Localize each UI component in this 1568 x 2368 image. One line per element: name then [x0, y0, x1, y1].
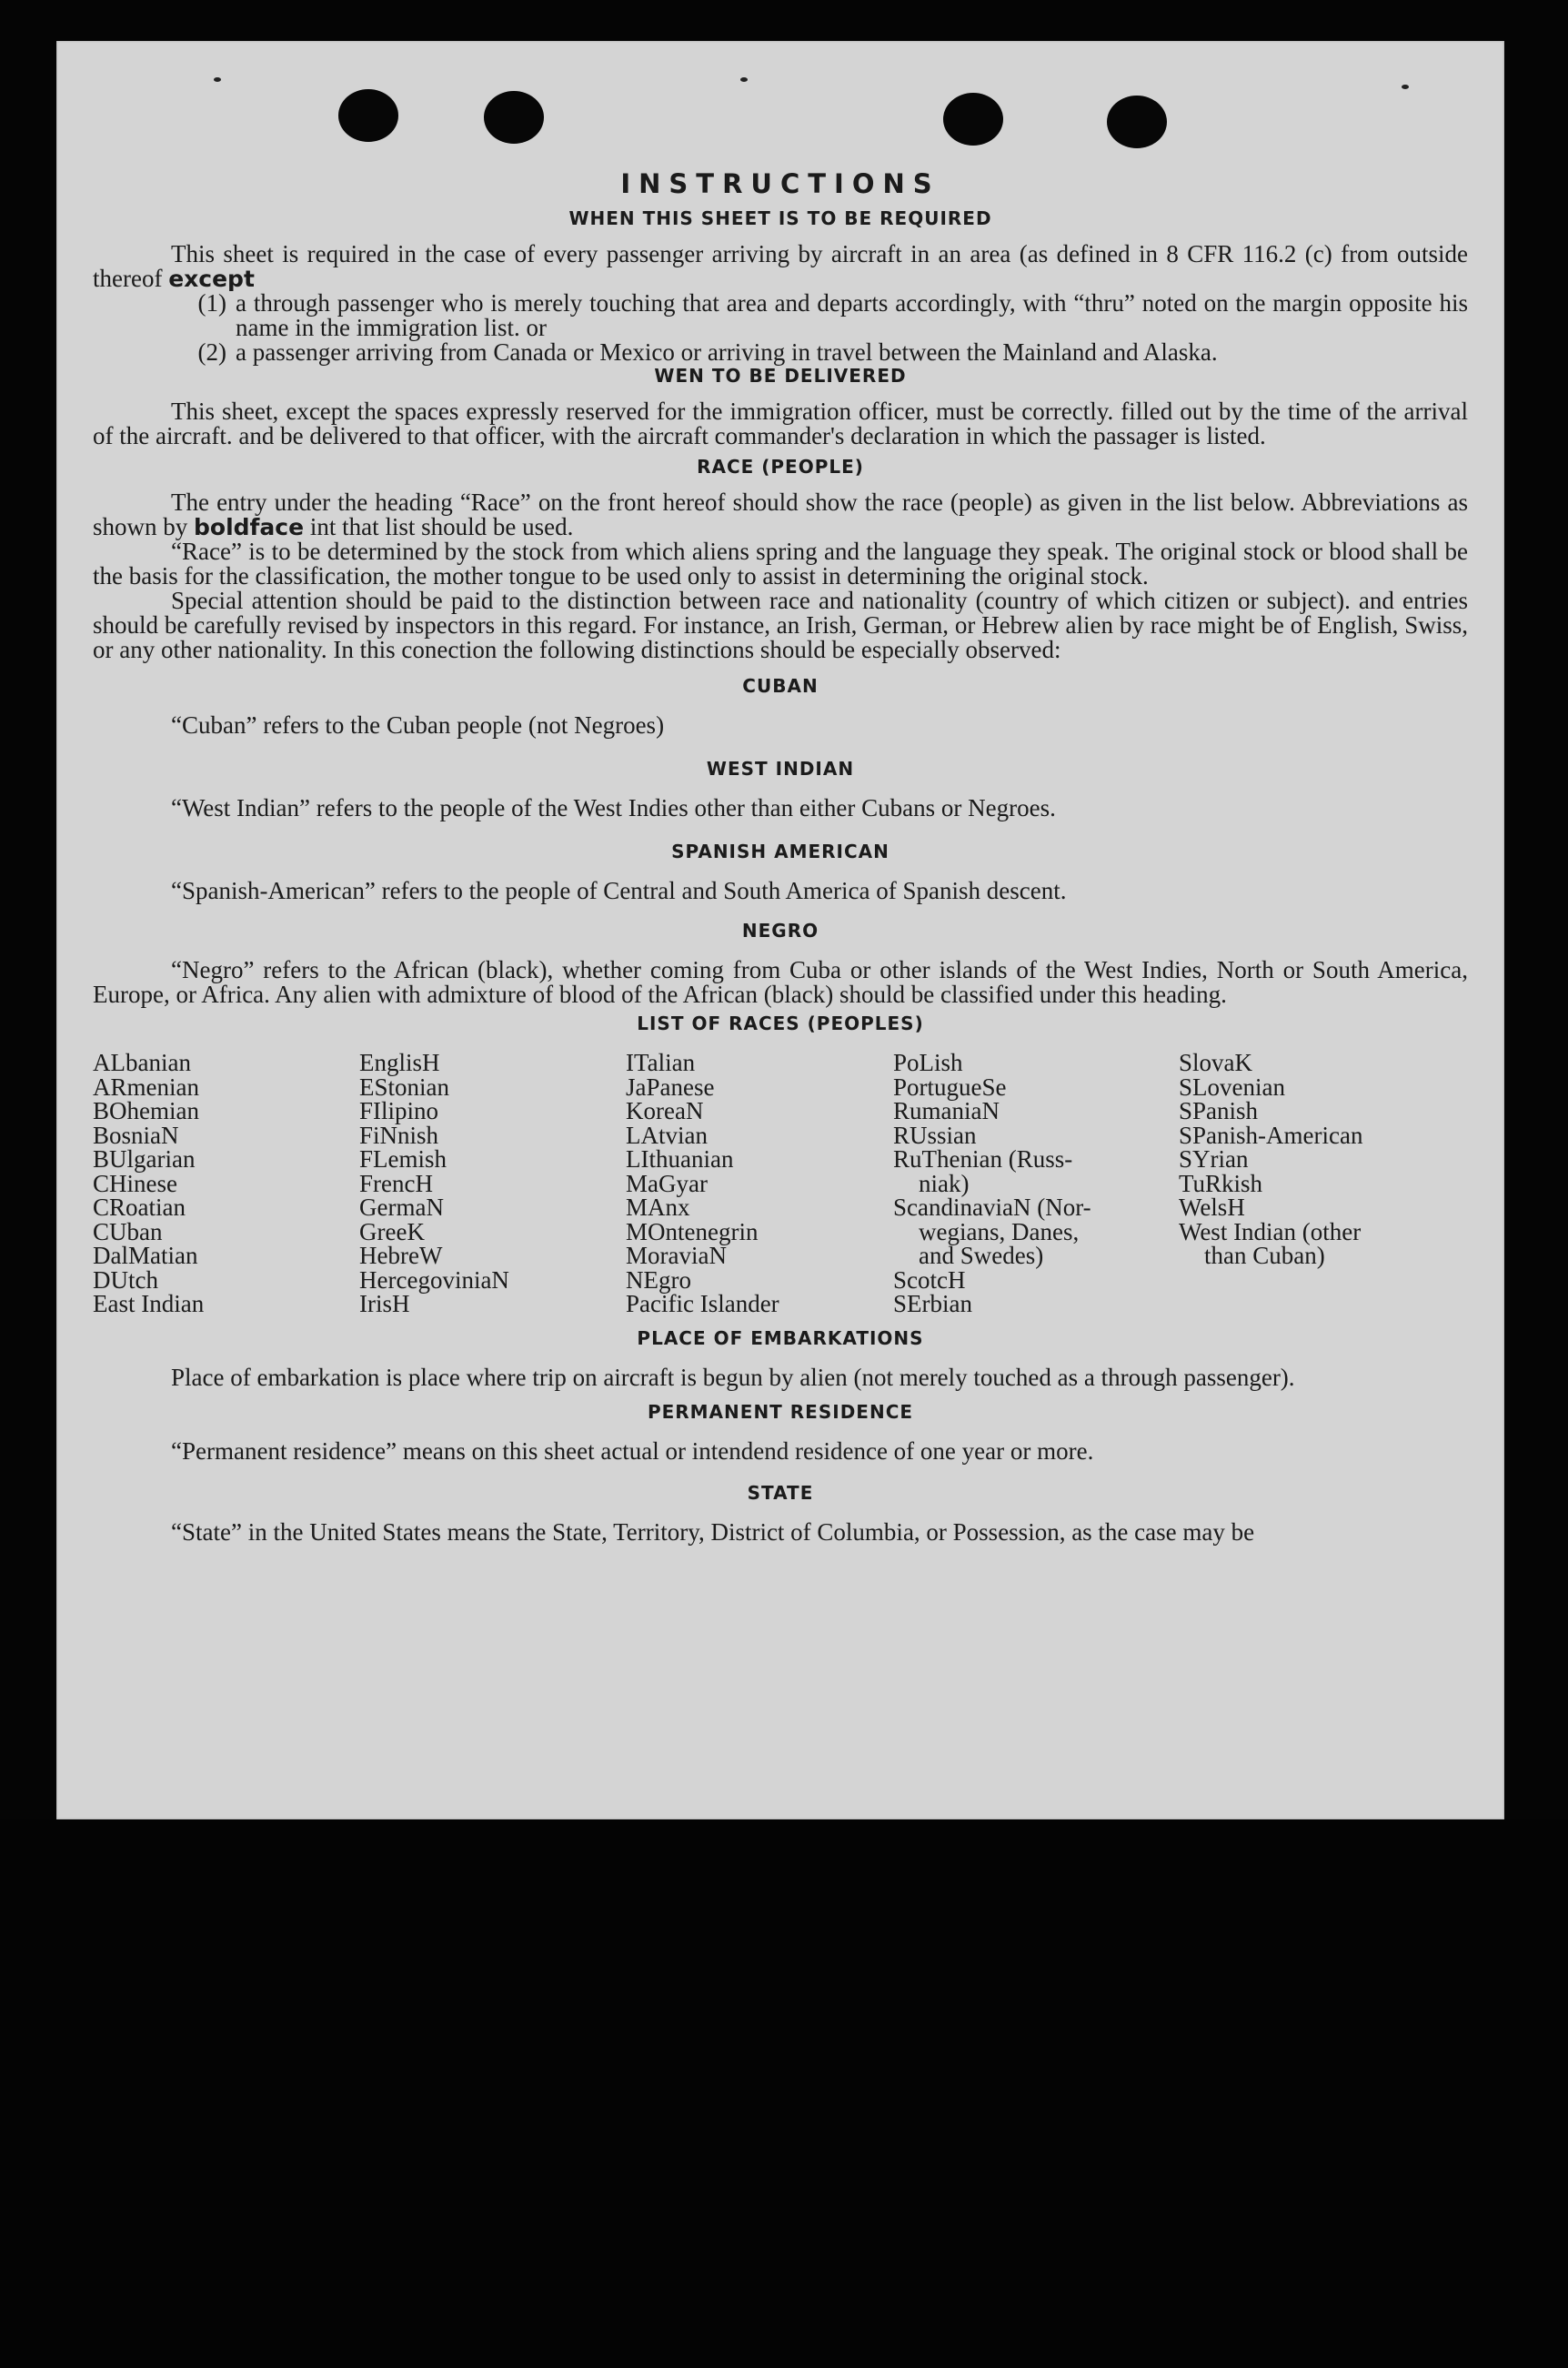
heading-permanent-residence: PERMANENT RESIDENCE	[647, 1400, 914, 1423]
race-entry: NEgro	[626, 1265, 691, 1294]
race-entry: West Indian (other	[1179, 1217, 1362, 1245]
race-entry-continued: and Swedes)	[919, 1242, 1044, 1269]
race-entry: MaGyar	[626, 1169, 708, 1197]
heading-race: RACE (PEOPLE)	[697, 456, 864, 478]
race-paragraph-3: Special attention should be paid to the distinction between race and nationality (country of which citizen or subject). and entries should be carefully revised by inspectors in this regard. For instance, an Irish, German, or Hebrew alien by race might be of English, Swiss, or any other nationality. In this conection the following distinctions should be especially observed:	[93, 587, 1468, 663]
spanish-american-text: “Spanish-American” refers to the people of Central and South America of Spanish descent.	[171, 877, 1067, 904]
race-entry: BUlgarian	[93, 1145, 196, 1173]
document-sheet	[56, 41, 1504, 1819]
delivered-text: This sheet, except the spaces expressly reserved for the immigration officer, must be correctly. filled out by the time of the arrival of the aircraft. and be delivered to that officer, with the aircraft commander's declaration in which the passager is listed.	[93, 398, 1468, 449]
race-entry: KoreaN	[626, 1097, 704, 1124]
required-item-2	[93, 340, 1468, 365]
race-entry: EnglisH	[359, 1049, 440, 1076]
item-number: (2)	[197, 338, 226, 366]
race-entry: JaPanese	[626, 1073, 715, 1101]
race-entry: SPanish-American	[1179, 1121, 1363, 1149]
punch-hole	[943, 93, 1003, 146]
race-entry: SPanish	[1179, 1097, 1259, 1124]
race-entry: HebreW	[359, 1242, 443, 1269]
race-p1-bold: boldface	[194, 514, 305, 540]
race-entry: RuThenian (Russ-	[893, 1145, 1073, 1173]
races-column-2	[359, 1051, 626, 1316]
speck	[740, 77, 748, 82]
heading-spanish-american: SPANISH AMERICAN	[671, 841, 890, 862]
state-text: “State” in the United States means the State, Territory, District of Columbia, or Possession, as the case may be	[171, 1517, 1255, 1546]
race-entry: East Indian	[93, 1290, 205, 1317]
heading-cuban: CUBAN	[742, 675, 819, 697]
race-entry-continued: wegians, Danes,	[919, 1217, 1080, 1245]
race-entry: SErbian	[893, 1290, 972, 1317]
race-p1-text-a: The entry under the heading “Race” on the front hereof should show the race (people) as given in the list below. Abbreviations as shown by	[93, 489, 1468, 540]
speck	[214, 77, 221, 82]
race-entry: RumaniaN	[893, 1097, 1000, 1124]
item-text: a passenger arriving from Canada or Mexico or arriving in travel between the Mainland and Alaska.	[236, 338, 1218, 366]
race-paragraph-1	[93, 490, 1468, 539]
race-entry-continued: niak)	[919, 1169, 970, 1197]
heading-list-of-races: LIST OF RACES (PEOPLES)	[637, 1013, 924, 1034]
race-entry: HercegoviniaN	[359, 1265, 509, 1294]
race-entry: GreeK	[359, 1217, 425, 1245]
race-entry: LIthuanian	[626, 1145, 734, 1173]
race-entry: BosniaN	[93, 1121, 179, 1149]
instructions-content	[93, 168, 1468, 1546]
item-text: a through passenger who is merely touching that area and departs accordingly, with “thru” noted on the margin opposite his name in the immigration list. or	[236, 289, 1468, 341]
item-number: (1)	[197, 289, 226, 317]
race-entry: MoraviaN	[626, 1242, 727, 1269]
race-entry: SlovaK	[1179, 1049, 1252, 1076]
heading-embarkation: PLACE OF EMBARKATIONS	[637, 1326, 924, 1349]
race-entry: WelsH	[1179, 1194, 1245, 1221]
west-indian-text: “West Indian” refers to the people of the West Indies other than either Cubans or Negroes.	[171, 794, 1056, 821]
negro-text: “Negro” refers to the African (black), whether coming from Cuba or other islands of the West Indies, North or South America, Europe, or Africa. Any alien with admixture of blood of the African (black) should be classified under this heading.	[93, 956, 1468, 1008]
race-entry: DUtch	[93, 1265, 158, 1294]
required-intro	[93, 242, 1468, 291]
races-column-5	[1179, 1051, 1468, 1316]
race-entry: ScotcH	[893, 1265, 966, 1294]
race-paragraph-2: “Race” is to be determined by the stock from which aliens spring and the language they speak. The original stock or blood shall be the basis for the classification, the mother tongue to be used only to assist in determining the original stock.	[93, 538, 1468, 589]
races-column-4	[893, 1051, 1179, 1316]
race-entry: LAtvian	[626, 1121, 708, 1149]
race-entry: PortugueSe	[893, 1073, 1007, 1101]
race-entry: DalMatian	[93, 1242, 198, 1269]
cuban-text: “Cuban” refers to the Cuban people (not Negroes)	[171, 711, 665, 739]
race-entry: FLemish	[359, 1145, 447, 1173]
race-p1-text-b: int that list should be used.	[309, 513, 574, 540]
required-intro-bold: except	[168, 266, 255, 292]
race-entry: FIlipino	[359, 1097, 439, 1124]
page-title: INSTRUCTIONS	[620, 168, 940, 199]
race-entry: MOntenegrin	[626, 1217, 759, 1245]
heading-negro: NEGRO	[741, 920, 819, 942]
punch-hole	[484, 91, 544, 144]
races-column-3	[626, 1051, 893, 1316]
embarkation-text: Place of embarkation is place where trip on aircraft is begun by alien (not merely touched as a through passenger).	[171, 1363, 1295, 1391]
race-entry: RUssian	[893, 1121, 977, 1149]
races-list	[93, 1051, 1468, 1316]
heading-when-delivered: WEN TO BE DELIVERED	[654, 365, 907, 387]
required-intro-text: This sheet is required in the case of every passenger arriving by aircraft in an area (as defined in 8 CFR 116.2 (c) from outside thereof	[93, 240, 1468, 292]
race-entry: SYrian	[1179, 1145, 1249, 1173]
required-item-1	[93, 291, 1468, 340]
race-entry: ScandinaviaN (Nor-	[893, 1194, 1091, 1221]
race-entry: MAnx	[626, 1194, 690, 1221]
race-entry: FrencH	[359, 1169, 433, 1197]
race-entry: BOhemian	[93, 1097, 199, 1124]
punch-hole	[338, 89, 398, 142]
speck	[1402, 85, 1409, 89]
race-entry: ARmenian	[93, 1073, 199, 1101]
race-entry: CHinese	[93, 1169, 177, 1197]
punch-hole	[1107, 96, 1167, 148]
heading-when-required: WHEN THIS SHEET IS TO BE REQUIRED	[568, 207, 992, 229]
race-entry: CRoatian	[93, 1194, 186, 1221]
heading-west-indian: WEST INDIAN	[706, 758, 855, 780]
race-entry: CUban	[93, 1217, 163, 1245]
race-entry: ITalian	[626, 1049, 696, 1076]
dark-background-area	[0, 1819, 1568, 2368]
race-entry: SLovenian	[1179, 1073, 1285, 1101]
race-entry-continued: than Cuban)	[1204, 1242, 1325, 1269]
race-entry: TuRkish	[1179, 1169, 1263, 1197]
residence-text: “Permanent residence” means on this sheet actual or intendend residence of one year or more.	[171, 1436, 1094, 1465]
races-column-1	[93, 1051, 359, 1316]
race-entry: EStonian	[359, 1073, 449, 1101]
race-entry: Pacific Islander	[626, 1290, 779, 1317]
race-entry: ALbanian	[93, 1049, 191, 1076]
race-entry: GermaN	[359, 1194, 444, 1221]
race-entry: IrisH	[359, 1290, 410, 1317]
heading-state: STATE	[747, 1481, 814, 1504]
race-entry: PoLish	[893, 1049, 963, 1076]
race-entry: FiNnish	[359, 1121, 439, 1149]
